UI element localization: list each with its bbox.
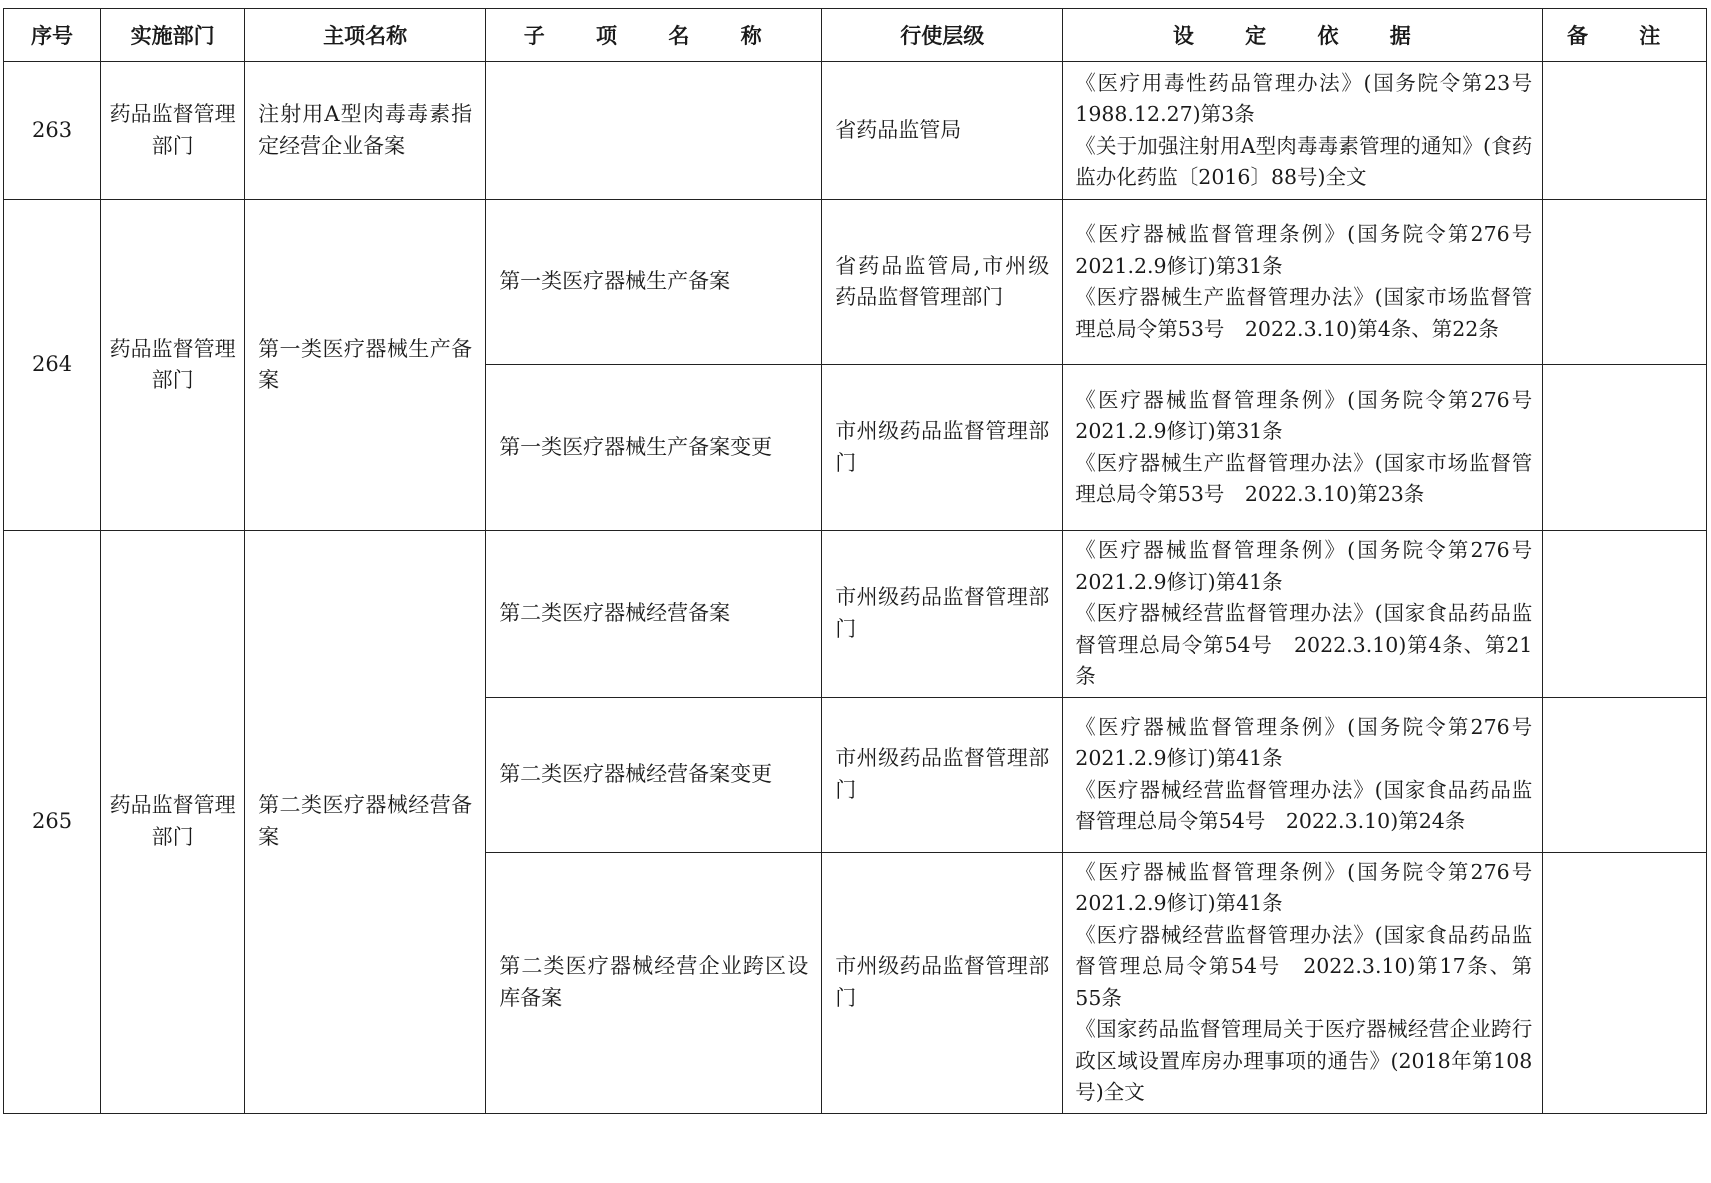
remarks-cell: [1543, 62, 1707, 200]
exercise-level-cell: 市州级药品监督管理部门: [822, 531, 1063, 698]
sub-item-cell: 第二类医疗器械经营备案: [486, 531, 822, 698]
header-main-item-name: 主项名称: [245, 9, 486, 62]
exercise-level-cell: 市州级药品监督管理部门: [822, 852, 1063, 1113]
legal-basis-line: 《关于加强注射用A型肉毒毒素管理的通知》(食药监办化药监〔2016〕88号)全文: [1075, 133, 1533, 189]
sub-item-cell: [486, 62, 822, 200]
legal-basis-line: 《医疗器械监督管理条例》(国务院令第276号 2021.2.9修订)第31条: [1075, 222, 1553, 278]
serial-number-cell: 264: [4, 200, 101, 531]
legal-basis-line: 《医疗器械生产监督管理办法》(国家市场监督管理总局令第53号 2022.3.10)第23条: [1075, 450, 1533, 506]
legal-basis-line: 《医疗器械经营监督管理办法》(国家食品药品监督管理总局令第54号 2022.3.10)第4条、第21条: [1075, 601, 1533, 688]
legal-basis-line: 《医疗器械监督管理条例》(国务院令第276号 2021.2.9修订)第41条: [1075, 538, 1553, 594]
main-item-cell: 注射用A型肉毒毒素指定经营企业备案: [245, 62, 486, 200]
header-serial-number: 序号: [4, 9, 101, 62]
sub-item-cell: 第二类医疗器械经营备案变更: [486, 697, 822, 852]
legal-basis-cell: [1063, 697, 1553, 852]
legal-basis-line: 《医疗器械监督管理条例》(国务院令第276号 2021.2.9修订)第31条: [1075, 387, 1553, 443]
serial-number-cell: 263: [4, 62, 101, 200]
main-item-cell: 第二类医疗器械经营备案: [245, 531, 486, 1114]
header-legal-basis: 设 定 依 据: [1063, 9, 1543, 62]
legal-basis-line: 《医疗器械经营监督管理办法》(国家食品药品监督管理总局令第54号 2022.3.10)第17条、第55条: [1075, 922, 1533, 1010]
remarks-cell: [1543, 697, 1707, 852]
table-row: [4, 62, 1707, 200]
legal-basis-line: 《国家药品监督管理局关于医疗器械经营企业跨行政区域设置库房办理事项的通告》(2018年第108号)全文: [1075, 1017, 1533, 1104]
legal-basis-cell: [1063, 852, 1553, 1113]
exercise-level-cell: 市州级药品监督管理部门: [822, 697, 1063, 852]
header-remarks: 备 注: [1543, 9, 1707, 62]
main-item-cell: 第一类医疗器械生产备案: [245, 200, 486, 531]
legal-basis-line: 《医疗器械监督管理条例》(国务院令第276号 2021.2.9修订)第41条: [1075, 859, 1553, 915]
exercise-level-cell: 市州级药品监督管理部门: [822, 365, 1063, 531]
sub-item-cell: 第二类医疗器械经营企业跨区设库备案: [486, 852, 822, 1113]
legal-basis-line: 《医疗器械生产监督管理办法》(国家市场监督管理总局令第53号 2022.3.10)第4条、第22条: [1075, 285, 1533, 341]
header-exercise-level: 行使层级: [822, 9, 1063, 62]
legal-basis-line: 《医疗器械经营监督管理办法》(国家食品药品监督管理总局令第54号 2022.3.10)第24条: [1075, 777, 1533, 833]
table-header-row: [4, 9, 1707, 62]
exercise-level-cell: 省药品监管局,市州级药品监督管理部门: [822, 200, 1063, 365]
remarks-cell: [1543, 852, 1707, 1113]
table-row: [4, 200, 1707, 365]
legal-basis-cell: [1063, 62, 1553, 200]
header-sub-item-name: 子 项 名 称: [486, 9, 822, 62]
administrative-filing-table: [3, 8, 1707, 1114]
sub-item-cell: 第一类医疗器械生产备案变更: [486, 365, 822, 531]
department-cell: 药品监督管理部门: [101, 531, 245, 1114]
remarks-cell: [1543, 365, 1707, 531]
table-row: [4, 531, 1707, 698]
legal-basis-cell: [1063, 200, 1553, 365]
exercise-level-cell: 省药品监管局: [822, 62, 1063, 200]
legal-basis-line: 《医疗器械监督管理条例》(国务院令第276号 2021.2.9修订)第41条: [1075, 714, 1553, 770]
serial-number-cell: 265: [4, 531, 101, 1114]
sub-item-cell: 第一类医疗器械生产备案: [486, 200, 822, 365]
legal-basis-cell: [1063, 365, 1553, 531]
header-implementing-department: 实施部门: [101, 9, 245, 62]
department-cell: 药品监督管理部门: [101, 200, 245, 531]
remarks-cell: [1543, 200, 1707, 365]
department-cell: 药品监督管理部门: [101, 62, 245, 200]
legal-basis-line: 《医疗用毒性药品管理办法》(国务院令第23号 1988.12.27)第3条: [1075, 70, 1553, 126]
legal-basis-cell: [1063, 531, 1553, 698]
remarks-cell: [1543, 531, 1707, 698]
